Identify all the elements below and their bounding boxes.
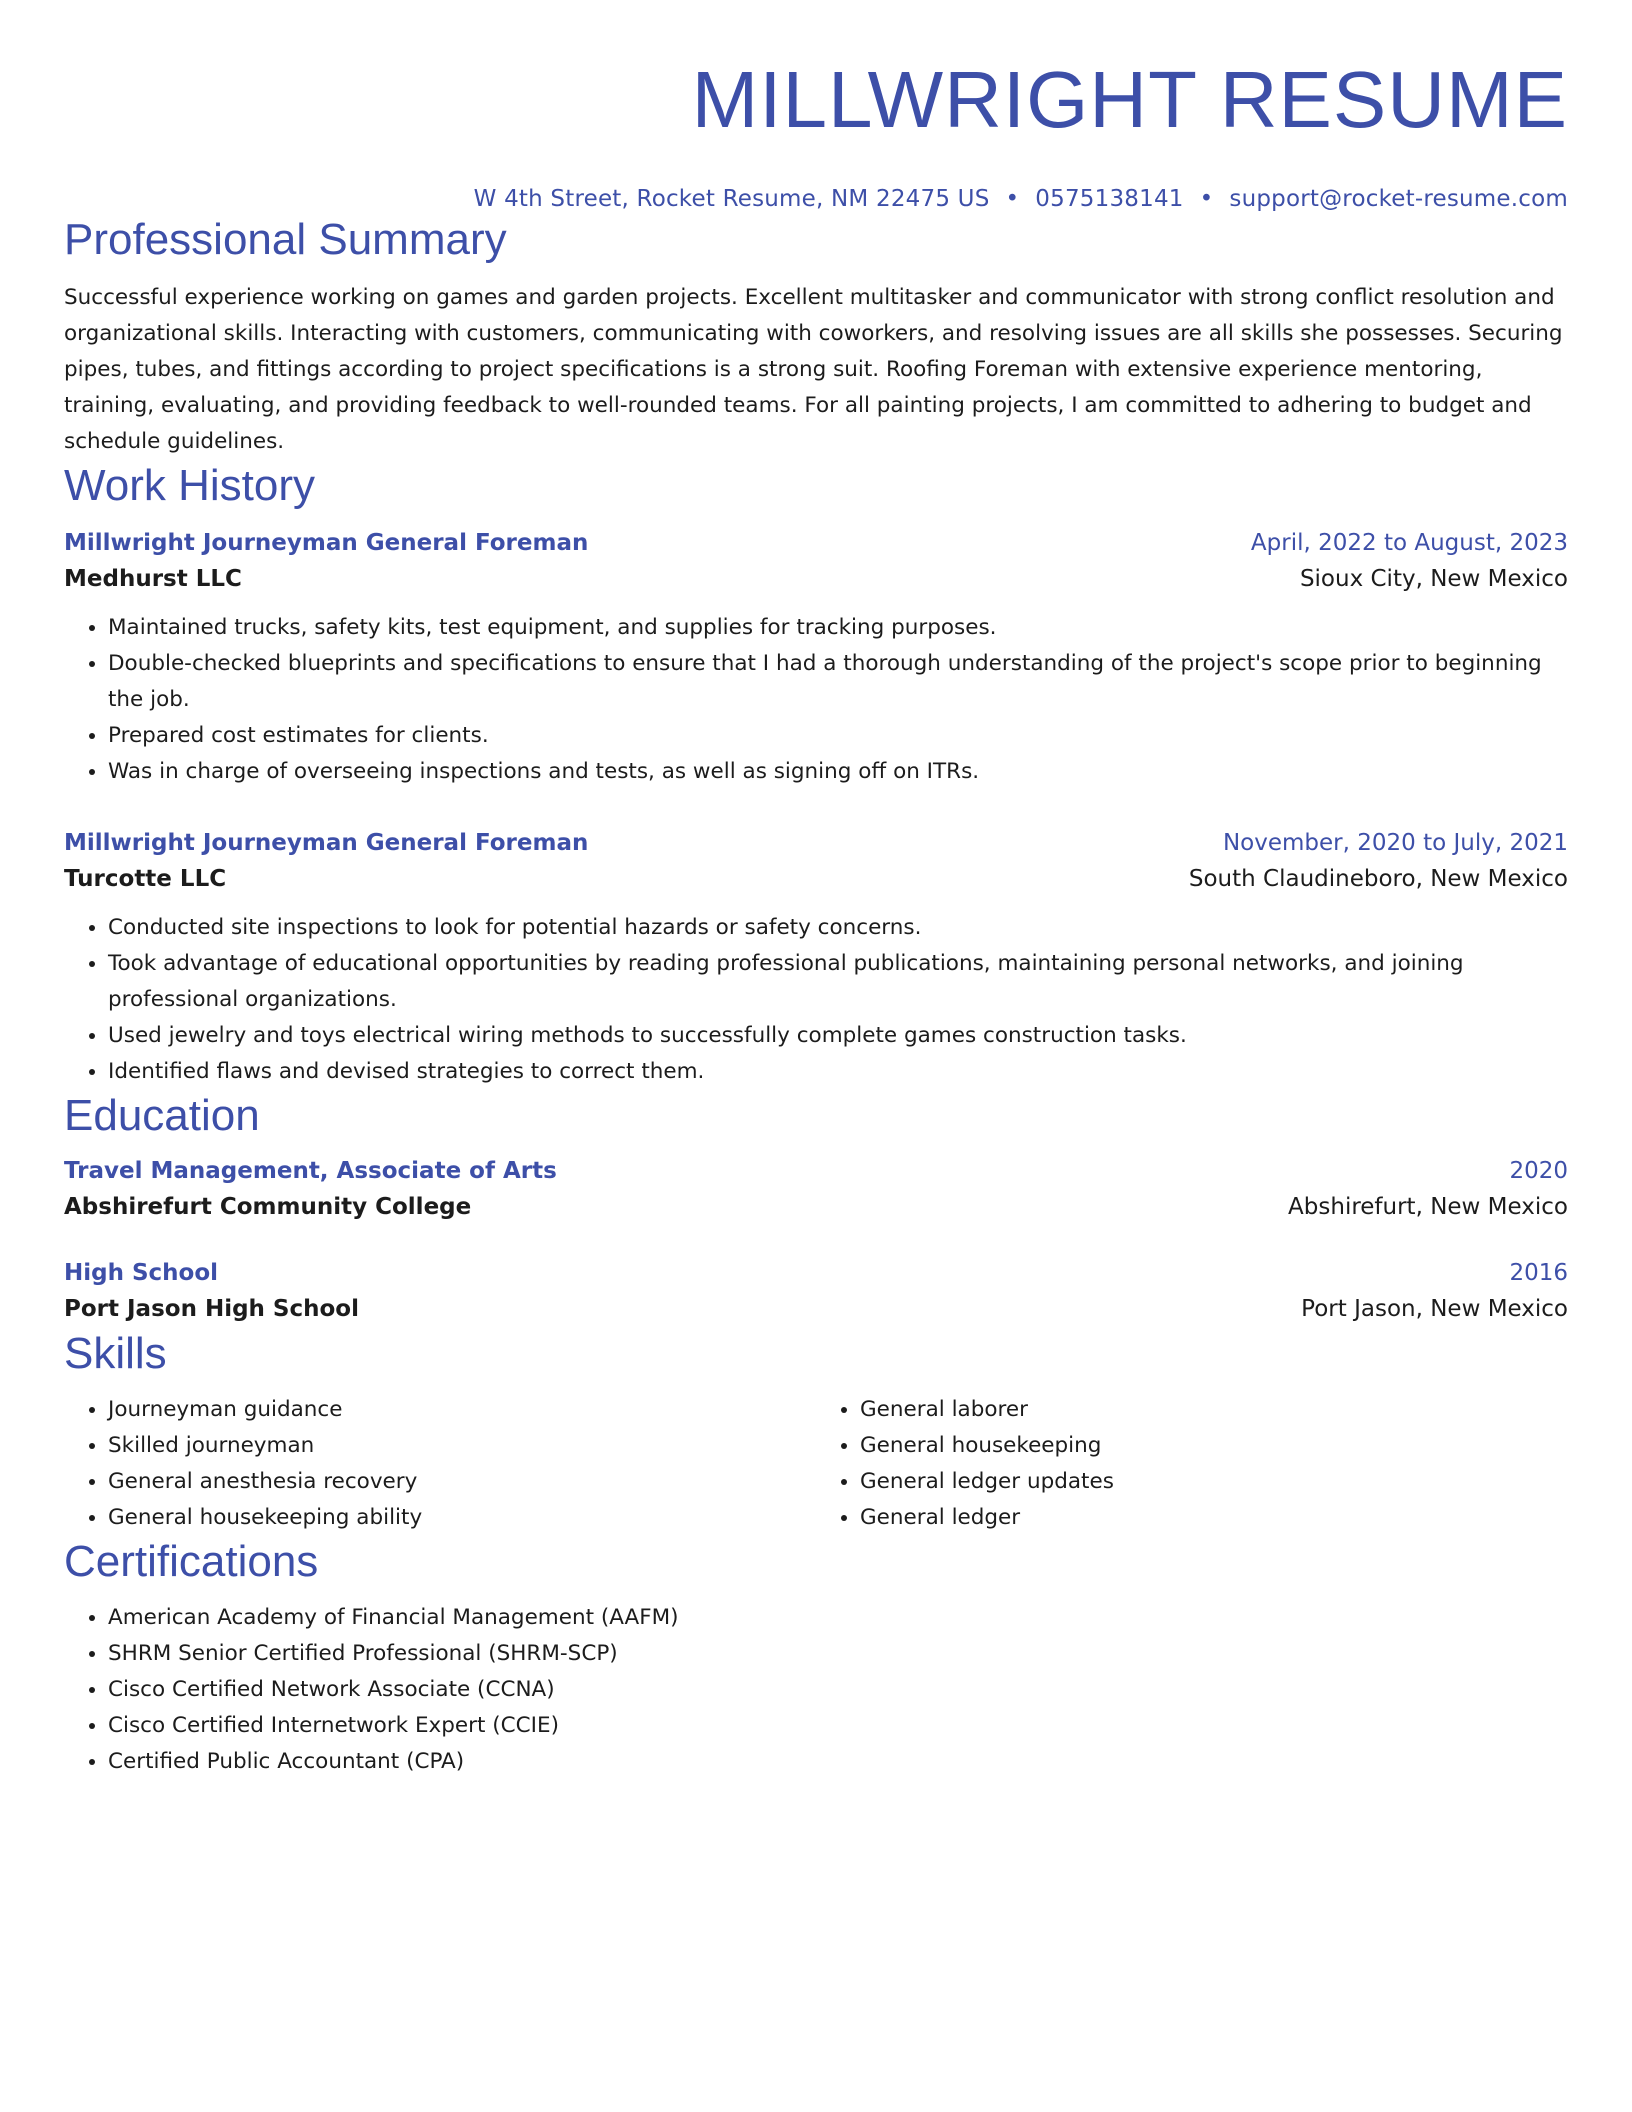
job-location: South Claudineboro, New Mexico (1188, 866, 1568, 892)
skill-item: • General housekeeping (860, 1428, 1568, 1464)
summary-heading: Professional Summary (64, 215, 507, 264)
education-heading: Education (64, 1091, 260, 1140)
job-title: Millwright Journeyman General Foreman (64, 530, 589, 556)
skills-heading: Skills (64, 1329, 167, 1378)
skill-item: • Skilled journeyman (108, 1428, 816, 1464)
education-school: Port Jason High School (64, 1296, 359, 1322)
job-bullet: • Used jewelry and toys electrical wiring methods to successfully complete games construction tasks. (108, 1018, 1568, 1054)
contact-phone: 0575138141 (1035, 186, 1184, 212)
contact-address: W 4th Street, Rocket Resume, NM 22475 US (473, 186, 990, 212)
skill-item: • General ledger updates (860, 1464, 1568, 1500)
job-bullet: • Double-checked blueprints and specifications to ensure that I had a thorough understanding of the project's scope prior to beginning the job. (108, 646, 1568, 718)
job-bullet: • Maintained trucks, safety kits, test equipment, and supplies for tracking purposes. (108, 610, 1568, 646)
education-location: Port Jason, New Mexico (1301, 1296, 1568, 1322)
work-history-heading: Work History (64, 461, 315, 510)
certification-item: • Cisco Certified Network Associate (CCNA) (108, 1672, 1568, 1708)
certifications-heading: Certifications (64, 1537, 319, 1586)
education-year: 2020 (1509, 1158, 1568, 1184)
job-bullet: • Took advantage of educational opportunities by reading professional publications, maintaining personal networks, and joining professional organizations. (108, 946, 1568, 1018)
skills-list (64, 1392, 1568, 1536)
job-entry (64, 826, 1568, 1090)
job-dates: April, 2022 to August, 2023 (1250, 530, 1568, 556)
skill-item: • General anesthesia recovery (108, 1464, 816, 1500)
certification-item: • Certified Public Accountant (CPA) (108, 1744, 1568, 1780)
education-year: 2016 (1509, 1260, 1568, 1286)
job-bullet: • Identified flaws and devised strategies to correct them. (108, 1054, 1568, 1090)
skills-column-left (64, 1392, 816, 1536)
certification-item: • American Academy of Financial Management (AAFM) (108, 1600, 1568, 1636)
summary-text: Successful experience working on games and garden projects. Excellent multitasker and communicator with strong conflict resolution and organizational skills. Interacting with customers, communicating with coworkers, and resolving issues are all skills she possesses. Securing pipes, tubes, and fittings according to project specifications is a strong suit. Roofing Foreman with extensive experience mentoring, training, evaluating, and providing feedback to well-rounded teams. For all painting projects, I am committed to adhering to budget and schedule guidelines. (64, 285, 1563, 454)
certification-item: • SHRM Senior Certified Professional (SHRM-SCP) (108, 1636, 1568, 1672)
certifications-list (64, 1600, 1568, 1780)
education-entry (64, 1256, 1568, 1328)
skill-item: • General laborer (860, 1392, 1568, 1428)
skill-item: • General housekeeping ability (108, 1500, 816, 1536)
education-location: Abshirefurt, New Mexico (1288, 1194, 1568, 1220)
job-company: Medhurst LLC (64, 566, 242, 592)
skill-item: • Journeyman guidance (108, 1392, 816, 1428)
job-title: Millwright Journeyman General Foreman (64, 830, 589, 856)
education-degree: High School (64, 1260, 219, 1286)
certification-item: • Cisco Certified Internetwork Expert (CCIE) (108, 1708, 1568, 1744)
contact-separator: • (1005, 186, 1020, 212)
job-company: Turcotte LLC (64, 866, 227, 892)
job-bullets (64, 610, 1568, 790)
education-degree: Travel Management, Associate of Arts (64, 1158, 557, 1184)
contact-email[interactable]: support@rocket-resume.com (1229, 186, 1568, 212)
resume-title: MILLWRIGHT RESUME (691, 55, 1568, 144)
skills-column-right (816, 1392, 1568, 1536)
job-bullet: • Conducted site inspections to look for potential hazards or safety concerns. (108, 910, 1568, 946)
contact-separator: • (1199, 186, 1214, 212)
education-entry (64, 1154, 1568, 1226)
job-bullets (64, 910, 1568, 1090)
job-dates: November, 2020 to July, 2021 (1222, 830, 1568, 856)
job-bullet: • Prepared cost estimates for clients. (108, 718, 1568, 754)
contact-line (64, 184, 1568, 214)
job-location: Sioux City, New Mexico (1299, 566, 1568, 592)
education-school: Abshirefurt Community College (64, 1194, 472, 1220)
job-entry (64, 526, 1568, 790)
job-bullet: • Was in charge of overseeing inspections and tests, as well as signing off on ITRs. (108, 754, 1568, 790)
skill-item: • General ledger (860, 1500, 1568, 1536)
